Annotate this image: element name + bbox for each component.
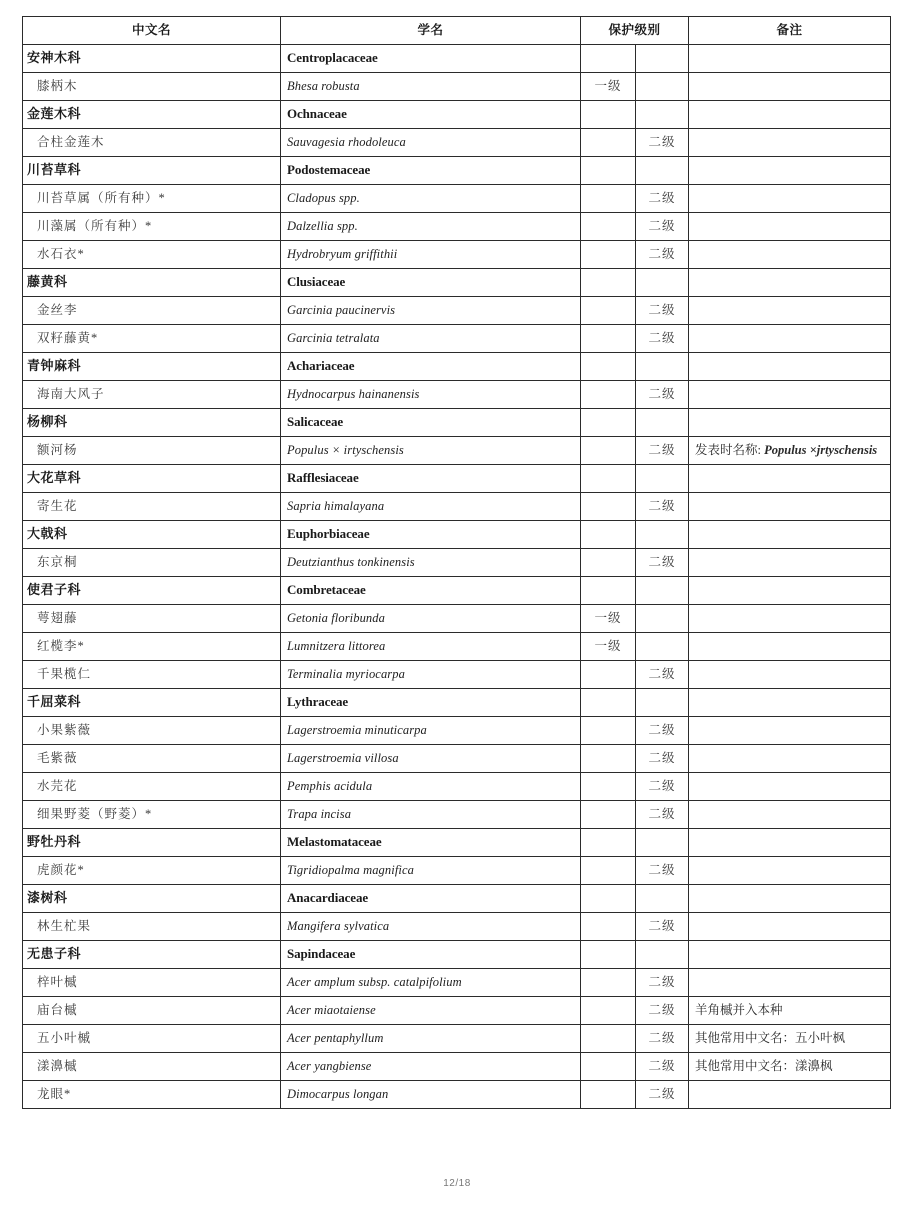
- remarks-cell: [689, 605, 891, 633]
- family-row: [23, 521, 891, 549]
- family-row: [23, 353, 891, 381]
- family-row: [23, 689, 891, 717]
- column-header-chinese-name: 中文名: [23, 17, 281, 45]
- protection-level-first-class: [581, 101, 636, 129]
- protection-level-second-class: 二级: [636, 549, 689, 577]
- protection-level-first-class: [581, 157, 636, 185]
- protection-level-second-class: 二级: [636, 1053, 689, 1081]
- family-row: [23, 269, 891, 297]
- species-scientific-name: Bhesa robusta: [281, 73, 581, 101]
- remarks-cell: [689, 437, 891, 465]
- protection-level-first-class: [581, 1025, 636, 1053]
- species-scientific-name: Dimocarpus longan: [281, 1081, 581, 1109]
- remarks-cell: [689, 297, 891, 325]
- remarks-cell: [689, 633, 891, 661]
- family-chinese-name: 金莲木科: [23, 101, 281, 129]
- protection-level-second-class: 二级: [636, 129, 689, 157]
- family-scientific-name: Anacardiaceae: [281, 885, 581, 913]
- family-row: [23, 409, 891, 437]
- remarks-cell: [689, 185, 891, 213]
- protection-level-second-class: [636, 521, 689, 549]
- family-scientific-name: Salicaceae: [281, 409, 581, 437]
- remarks-cell: [689, 857, 891, 885]
- family-scientific-name: Melastomataceae: [281, 829, 581, 857]
- protection-level-second-class: 二级: [636, 997, 689, 1025]
- remarks-cell: [689, 241, 891, 269]
- species-chinese-name: 龙眼*: [23, 1081, 281, 1109]
- protection-level-second-class: 二级: [636, 857, 689, 885]
- remarks-cell: [689, 45, 891, 73]
- protection-level-first-class: [581, 465, 636, 493]
- species-row: [23, 801, 891, 829]
- species-row: [23, 717, 891, 745]
- protection-level-second-class: [636, 689, 689, 717]
- remarks-cell: [689, 829, 891, 857]
- species-row: [23, 661, 891, 689]
- remarks-prefix: 发表时名称:: [695, 443, 765, 458]
- protection-level-second-class: 二级: [636, 1025, 689, 1053]
- species-row: [23, 297, 891, 325]
- species-row: [23, 493, 891, 521]
- species-scientific-name: Lagerstroemia villosa: [281, 745, 581, 773]
- remarks-cell: 其他常用中文名：五小叶枫: [689, 1025, 891, 1053]
- protection-level-first-class: [581, 969, 636, 997]
- species-chinese-name: 小果紫薇: [23, 717, 281, 745]
- species-row: [23, 633, 891, 661]
- species-row: [23, 1053, 891, 1081]
- species-scientific-name: Getonia floribunda: [281, 605, 581, 633]
- species-chinese-name: 双籽藤黄*: [23, 325, 281, 353]
- protection-level-first-class: [581, 997, 636, 1025]
- protection-level-second-class: 二级: [636, 213, 689, 241]
- protection-level-second-class: 二级: [636, 325, 689, 353]
- species-chinese-name: 红榄李*: [23, 633, 281, 661]
- protection-level-second-class: [636, 633, 689, 661]
- species-chinese-name: 额河杨: [23, 437, 281, 465]
- remarks-cell: [689, 521, 891, 549]
- protection-level-first-class: [581, 241, 636, 269]
- protection-level-first-class: [581, 1081, 636, 1109]
- remarks-cell: [689, 745, 891, 773]
- protection-level-second-class: 二级: [636, 493, 689, 521]
- protection-level-first-class: [581, 185, 636, 213]
- remarks-scientific-name: Populus ×jrtyschensis: [764, 443, 878, 458]
- protection-level-second-class: 二级: [636, 297, 689, 325]
- species-scientific-name: Cladopus spp.: [281, 185, 581, 213]
- remarks-cell: [689, 269, 891, 297]
- protection-level-first-class: [581, 213, 636, 241]
- protection-level-second-class: 二级: [636, 381, 689, 409]
- protection-level-second-class: [636, 353, 689, 381]
- protection-level-first-class: [581, 325, 636, 353]
- protection-level-second-class: 二级: [636, 185, 689, 213]
- protection-level-second-class: 二级: [636, 801, 689, 829]
- species-row: [23, 745, 891, 773]
- species-scientific-name: Acer amplum subsp. catalpifolium: [281, 969, 581, 997]
- remarks-cell: [689, 549, 891, 577]
- remarks-cell: [689, 577, 891, 605]
- species-chinese-name: 金丝李: [23, 297, 281, 325]
- species-scientific-name: Trapa incisa: [281, 801, 581, 829]
- family-row: [23, 157, 891, 185]
- species-chinese-name: 萼翅藤: [23, 605, 281, 633]
- protection-level-first-class: [581, 913, 636, 941]
- protection-level-first-class: [581, 829, 636, 857]
- protection-level-first-class: 一级: [581, 605, 636, 633]
- protection-level-second-class: 二级: [636, 913, 689, 941]
- protection-level-second-class: [636, 941, 689, 969]
- protection-level-first-class: 一级: [581, 633, 636, 661]
- species-chinese-name: 五小叶槭: [23, 1025, 281, 1053]
- species-row: [23, 437, 891, 465]
- protection-level-first-class: [581, 521, 636, 549]
- family-scientific-name: Euphorbiaceae: [281, 521, 581, 549]
- species-scientific-name: Garcinia tetralata: [281, 325, 581, 353]
- table-body: [23, 45, 891, 1109]
- protection-level-second-class: [636, 885, 689, 913]
- family-scientific-name: Rafflesiaceae: [281, 465, 581, 493]
- family-scientific-name: Achariaceae: [281, 353, 581, 381]
- family-row: [23, 465, 891, 493]
- species-chinese-name: 海南大风子: [23, 381, 281, 409]
- remarks-cell: [689, 885, 891, 913]
- species-chinese-name: 细果野菱（野菱）*: [23, 801, 281, 829]
- protection-level-first-class: [581, 661, 636, 689]
- protection-level-first-class: [581, 577, 636, 605]
- remarks-cell: [689, 353, 891, 381]
- protection-level-first-class: [581, 773, 636, 801]
- remarks-cell: [689, 969, 891, 997]
- species-row: [23, 1025, 891, 1053]
- species-scientific-name: Acer pentaphyllum: [281, 1025, 581, 1053]
- species-scientific-name: Dalzellia spp.: [281, 213, 581, 241]
- remarks-cell: [689, 773, 891, 801]
- protection-level-second-class: [636, 157, 689, 185]
- protection-level-first-class: [581, 885, 636, 913]
- family-chinese-name: 使君子科: [23, 577, 281, 605]
- table-header: [23, 17, 891, 45]
- remarks-cell: [689, 801, 891, 829]
- species-row: [23, 913, 891, 941]
- species-scientific-name: Sauvagesia rhodoleuca: [281, 129, 581, 157]
- family-row: [23, 941, 891, 969]
- protection-level-first-class: [581, 437, 636, 465]
- protection-level-first-class: 一级: [581, 73, 636, 101]
- family-chinese-name: 杨柳科: [23, 409, 281, 437]
- protection-level-first-class: [581, 689, 636, 717]
- protection-level-second-class: [636, 829, 689, 857]
- species-scientific-name: Acer miaotaiense: [281, 997, 581, 1025]
- species-scientific-name: Terminalia myriocarpa: [281, 661, 581, 689]
- remarks-cell: [689, 325, 891, 353]
- species-chinese-name: 寄生花: [23, 493, 281, 521]
- column-header-protection-level: 保护级别: [581, 17, 689, 45]
- protection-level-first-class: [581, 409, 636, 437]
- species-scientific-name: Garcinia paucinervis: [281, 297, 581, 325]
- family-row: [23, 577, 891, 605]
- family-scientific-name: Lythraceae: [281, 689, 581, 717]
- protection-level-second-class: 二级: [636, 661, 689, 689]
- protection-level-second-class: 二级: [636, 969, 689, 997]
- remarks-cell: [689, 493, 891, 521]
- species-scientific-name: Mangifera sylvatica: [281, 913, 581, 941]
- species-chinese-name: 梓叶槭: [23, 969, 281, 997]
- protection-level-first-class: [581, 1053, 636, 1081]
- protection-level-second-class: [636, 73, 689, 101]
- species-scientific-name: Lumnitzera littorea: [281, 633, 581, 661]
- remarks-cell: [689, 717, 891, 745]
- remarks-cell: 羊角槭并入本种: [689, 997, 891, 1025]
- species-scientific-name: Pemphis acidula: [281, 773, 581, 801]
- protection-level-first-class: [581, 493, 636, 521]
- protection-level-second-class: [636, 45, 689, 73]
- species-chinese-name: 庙台槭: [23, 997, 281, 1025]
- species-scientific-name: Populus × irtyschensis: [281, 437, 581, 465]
- remarks-cell: [689, 409, 891, 437]
- family-chinese-name: 漆树科: [23, 885, 281, 913]
- species-scientific-name: Sapria himalayana: [281, 493, 581, 521]
- remarks-cell: [689, 129, 891, 157]
- protected-species-table: [22, 16, 891, 1109]
- family-chinese-name: 野牡丹科: [23, 829, 281, 857]
- remarks-cell: [689, 913, 891, 941]
- column-header-remarks: 备注: [689, 17, 891, 45]
- family-chinese-name: 无患子科: [23, 941, 281, 969]
- species-row: [23, 1081, 891, 1109]
- protection-level-second-class: 二级: [636, 1081, 689, 1109]
- species-chinese-name: 千果榄仁: [23, 661, 281, 689]
- protection-level-second-class: 二级: [636, 717, 689, 745]
- species-row: [23, 773, 891, 801]
- family-chinese-name: 千屈菜科: [23, 689, 281, 717]
- species-chinese-name: 虎颜花*: [23, 857, 281, 885]
- family-scientific-name: Combretaceae: [281, 577, 581, 605]
- species-chinese-name: 水石衣*: [23, 241, 281, 269]
- species-row: [23, 241, 891, 269]
- species-scientific-name: Deutzianthus tonkinensis: [281, 549, 581, 577]
- family-chinese-name: 青钟麻科: [23, 353, 281, 381]
- species-row: [23, 185, 891, 213]
- species-chinese-name: 水芫花: [23, 773, 281, 801]
- species-row: [23, 857, 891, 885]
- family-row: [23, 885, 891, 913]
- species-scientific-name: Hydrobryum griffithii: [281, 241, 581, 269]
- protection-level-second-class: 二级: [636, 241, 689, 269]
- remarks-cell: [689, 157, 891, 185]
- remarks-cell: [689, 465, 891, 493]
- protection-level-first-class: [581, 45, 636, 73]
- species-scientific-name: Hydnocarpus hainanensis: [281, 381, 581, 409]
- remarks-cell: [689, 213, 891, 241]
- species-row: [23, 129, 891, 157]
- page-footer: 12/18: [443, 1178, 471, 1189]
- protection-level-second-class: 二级: [636, 773, 689, 801]
- family-scientific-name: Sapindaceae: [281, 941, 581, 969]
- column-header-scientific-name: 学名: [281, 17, 581, 45]
- protection-level-second-class: [636, 465, 689, 493]
- family-row: [23, 101, 891, 129]
- family-scientific-name: Centroplacaceae: [281, 45, 581, 73]
- species-chinese-name: 毛紫薇: [23, 745, 281, 773]
- species-row: [23, 381, 891, 409]
- protection-level-first-class: [581, 129, 636, 157]
- protection-level-first-class: [581, 269, 636, 297]
- family-chinese-name: 大戟科: [23, 521, 281, 549]
- species-row: [23, 997, 891, 1025]
- family-chinese-name: 藤黄科: [23, 269, 281, 297]
- protection-level-second-class: [636, 605, 689, 633]
- family-row: [23, 45, 891, 73]
- species-chinese-name: 川苔草属（所有种）*: [23, 185, 281, 213]
- protection-level-second-class: [636, 101, 689, 129]
- protection-level-first-class: [581, 941, 636, 969]
- species-chinese-name: 膝柄木: [23, 73, 281, 101]
- protection-level-first-class: [581, 297, 636, 325]
- species-row: [23, 969, 891, 997]
- remarks-cell: 其他常用中文名：漾濞枫: [689, 1053, 891, 1081]
- protection-level-first-class: [581, 381, 636, 409]
- species-row: [23, 325, 891, 353]
- remarks-cell: [689, 381, 891, 409]
- family-chinese-name: 大花草科: [23, 465, 281, 493]
- species-chinese-name: 漾濞槭: [23, 1053, 281, 1081]
- species-chinese-name: 川藻属（所有种）*: [23, 213, 281, 241]
- remarks-cell: [689, 1081, 891, 1109]
- species-row: [23, 213, 891, 241]
- remarks-cell: [689, 73, 891, 101]
- remarks-cell: [689, 941, 891, 969]
- protection-level-second-class: 二级: [636, 745, 689, 773]
- remarks-cell: [689, 661, 891, 689]
- remarks-cell: [689, 101, 891, 129]
- species-scientific-name: Lagerstroemia minuticarpa: [281, 717, 581, 745]
- protection-level-first-class: [581, 801, 636, 829]
- family-scientific-name: Clusiaceae: [281, 269, 581, 297]
- protection-level-first-class: [581, 857, 636, 885]
- family-scientific-name: Ochnaceae: [281, 101, 581, 129]
- protection-level-first-class: [581, 717, 636, 745]
- family-row: [23, 829, 891, 857]
- family-chinese-name: 川苔草科: [23, 157, 281, 185]
- family-chinese-name: 安神木科: [23, 45, 281, 73]
- species-scientific-name: Tigridiopalma magnifica: [281, 857, 581, 885]
- species-chinese-name: 林生杧果: [23, 913, 281, 941]
- protection-level-second-class: 二级: [636, 437, 689, 465]
- protection-level-first-class: [581, 745, 636, 773]
- species-chinese-name: 合柱金莲木: [23, 129, 281, 157]
- species-row: [23, 73, 891, 101]
- remarks-cell: [689, 689, 891, 717]
- protection-level-second-class: [636, 577, 689, 605]
- species-scientific-name: Acer yangbiense: [281, 1053, 581, 1081]
- protection-level-first-class: [581, 353, 636, 381]
- species-chinese-name: 东京桐: [23, 549, 281, 577]
- family-scientific-name: Podostemaceae: [281, 157, 581, 185]
- species-row: [23, 549, 891, 577]
- protection-level-second-class: [636, 409, 689, 437]
- table-header-row: [23, 17, 891, 45]
- species-row: [23, 605, 891, 633]
- document-page: [22, 16, 890, 1109]
- protection-level-second-class: [636, 269, 689, 297]
- protection-level-first-class: [581, 549, 636, 577]
